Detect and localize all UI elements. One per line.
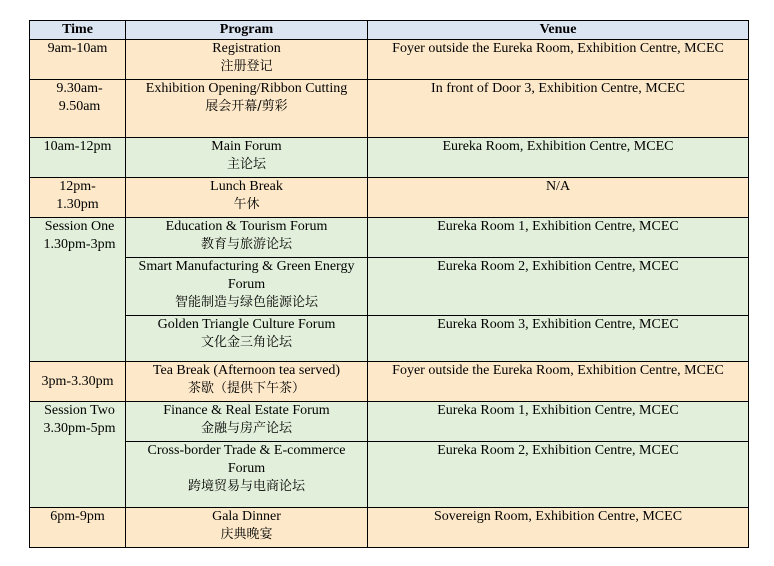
time-cell: 3pm-3.30pm [30,362,126,402]
time-cell: 12pm-1.30pm [30,178,126,218]
program-cell [126,316,368,362]
program-zh: 文化金三角论坛 [200,335,292,350]
table-row [30,80,749,138]
table-row [30,40,749,80]
table-row [30,218,749,258]
program-cell [126,218,368,258]
venue-cell: Sovereign Room, Exhibition Centre, MCEC [368,508,749,548]
program-cell [126,402,368,442]
table-row [30,442,749,508]
program-cell [126,40,368,80]
table-row [30,178,749,218]
program-zh: 注册登记 [220,59,273,74]
session-two-label: Session Two [44,403,115,418]
program-en: Finance & Real Estate Forum [163,403,330,418]
table-row [30,316,749,362]
program-cell [126,508,368,548]
table-row [30,258,749,316]
table-row [30,362,749,402]
program-cell [126,442,368,508]
program-en: Smart Manufacturing & Green Energy Forum [138,259,355,292]
program-zh: 主论坛 [226,157,266,172]
program-zh: 跨境贸易与电商论坛 [187,479,305,494]
program-cell [126,138,368,178]
venue-cell: Eureka Room, Exhibition Centre, MCEC [368,138,749,178]
schedule-table [29,20,749,548]
venue-cell: Eureka Room 1, Exhibition Centre, MCEC [368,218,749,258]
header-program: Program [126,21,368,40]
venue-cell: Foyer outside the Eureka Room, Exhibition Centre, MCEC [368,40,749,80]
program-cell [126,178,368,218]
time-cell: 6pm-9pm [30,508,126,548]
table-row [30,402,749,442]
program-zh: 茶歇（提供下午茶） [187,381,305,396]
session-one-label: Session One [44,219,115,234]
venue-cell: Foyer outside the Eureka Room, Exhibition Centre, MCEC [368,362,749,402]
time-cell: 9am-10am [30,40,126,80]
program-en: Cross-border Trade & E-commerce Forum [147,443,346,476]
program-zh: 智能制造与绿色能源论坛 [174,295,318,310]
program-en: Education & Tourism Forum [165,219,328,234]
venue-cell: Eureka Room 2, Exhibition Centre, MCEC [368,258,749,316]
program-zh: 金融与房产论坛 [200,421,292,436]
program-en: Main Forum [211,139,282,154]
program-en: Tea Break (Afternoon tea served) [152,363,341,378]
venue-cell: Eureka Room 2, Exhibition Centre, MCEC [368,442,749,508]
session-one-time: 1.30pm-3pm [43,237,116,252]
venue-cell: In front of Door 3, Exhibition Centre, MCEC [368,80,749,138]
time-cell: 10am-12pm [30,138,126,178]
venue-cell: Eureka Room 3, Exhibition Centre, MCEC [368,316,749,362]
program-zh: 教育与旅游论坛 [200,237,292,252]
venue-cell: N/A [368,178,749,218]
table-row [30,508,749,548]
header-time: Time [30,21,126,40]
session-one-cell [30,218,126,362]
session-two-cell [30,402,126,508]
header-row [30,21,749,40]
program-en: Exhibition Opening/Ribbon Cutting [145,81,348,96]
program-cell [126,362,368,402]
program-en: Registration [212,41,281,56]
program-zh: 展会开幕/剪彩 [205,99,288,114]
program-cell [126,258,368,316]
program-en: Lunch Break [210,179,283,194]
time-cell: 9.30am-9.50am [30,80,126,138]
table-row [30,138,749,178]
session-two-time: 3.30pm-5pm [43,421,116,436]
program-zh: 庆典晚宴 [220,527,273,542]
venue-cell: Eureka Room 1, Exhibition Centre, MCEC [368,402,749,442]
program-en: Golden Triangle Culture Forum [157,317,336,332]
program-zh: 午休 [233,197,260,212]
header-venue: Venue [368,21,749,40]
program-cell [126,80,368,138]
program-en: Gala Dinner [212,509,281,524]
